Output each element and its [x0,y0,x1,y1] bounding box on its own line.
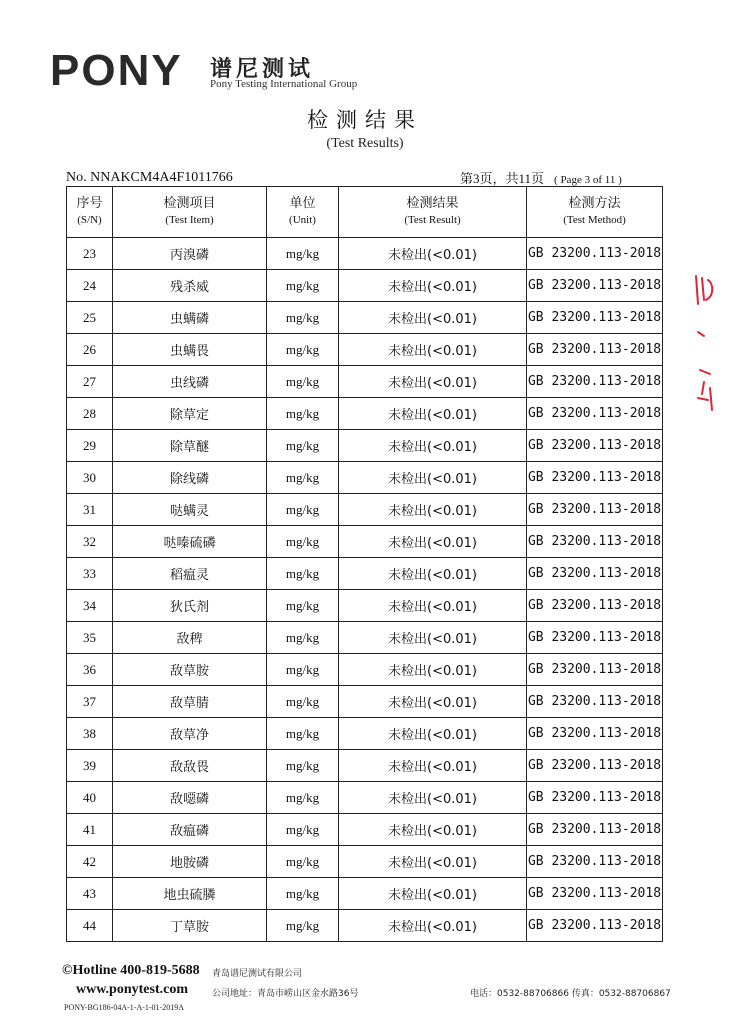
row-unit: mg/kg [267,686,339,718]
header-test-item: 检测项目 (Test Item) [113,187,267,238]
table-header-row [67,187,663,238]
row-sn: 28 [67,398,113,430]
row-sn: 26 [67,334,113,366]
table-row [67,750,663,782]
row-test-method: GB 23200.113-2018 [527,238,663,270]
row-test-result: 未检出(<0.01) [339,814,527,846]
row-unit: mg/kg [267,238,339,270]
row-test-method: GB 23200.113-2018 [527,334,663,366]
row-unit: mg/kg [267,622,339,654]
row-test-item: 哒螨灵 [113,494,267,526]
row-unit: mg/kg [267,430,339,462]
table-row [67,910,663,942]
document-subtitle: (Test Results) [326,136,404,151]
row-test-result: 未检出(<0.01) [339,334,527,366]
table-row [67,814,663,846]
row-test-result: 未检出(<0.01) [339,590,527,622]
row-test-method: GB 23200.113-2018 [527,910,663,942]
row-sn: 44 [67,910,113,942]
row-test-result: 未检出(<0.01) [339,558,527,590]
row-test-method: GB 23200.113-2018 [527,686,663,718]
results-body [67,238,663,942]
row-test-item: 除草醚 [113,430,267,462]
table-row [67,398,663,430]
row-unit: mg/kg [267,782,339,814]
row-test-item: 稻瘟灵 [113,558,267,590]
results-table [66,186,663,942]
table-row [67,686,663,718]
row-sn: 34 [67,590,113,622]
row-sn: 32 [67,526,113,558]
table-row [67,558,663,590]
footer-hotline: ©Hotline 400-819-5688 [62,963,200,978]
row-test-result: 未检出(<0.01) [339,462,527,494]
page-indicator [460,168,622,187]
row-test-item: 丁草胺 [113,910,267,942]
row-test-item: 虫螨磷 [113,302,267,334]
row-test-item: 敌噁磷 [113,782,267,814]
row-sn: 38 [67,718,113,750]
row-test-item: 除线磷 [113,462,267,494]
row-sn: 43 [67,878,113,910]
footer-contact: 电话：0532-88706866 传真：0532-88706867 [470,989,671,999]
row-test-method: GB 23200.113-2018 [527,718,663,750]
row-test-result: 未检出(<0.01) [339,910,527,942]
row-test-item: 敌敌畏 [113,750,267,782]
footer-address: 公司地址：青岛市崂山区金水路36号 [212,989,359,999]
row-test-item: 除草定 [113,398,267,430]
row-test-method: GB 23200.113-2018 [527,622,663,654]
row-test-item: 敌瘟磷 [113,814,267,846]
row-test-result: 未检出(<0.01) [339,878,527,910]
row-test-method: GB 23200.113-2018 [527,814,663,846]
row-unit: mg/kg [267,846,339,878]
table-row [67,302,663,334]
row-unit: mg/kg [267,910,339,942]
row-test-item: 狄氏剂 [113,590,267,622]
row-sn: 30 [67,462,113,494]
row-sn: 42 [67,846,113,878]
row-test-result: 未检出(<0.01) [339,686,527,718]
report-number: No. NNAKCM4A4F1011766 [66,170,233,185]
row-test-method: GB 23200.113-2018 [527,558,663,590]
row-test-method: GB 23200.113-2018 [527,398,663,430]
row-unit: mg/kg [267,590,339,622]
row-unit: mg/kg [267,302,339,334]
row-test-result: 未检出(<0.01) [339,238,527,270]
row-sn: 40 [67,782,113,814]
footer-form-code: PONY-BG186-04A-1-A-1-01-2019A [64,1003,184,1012]
row-sn: 35 [67,622,113,654]
page-indicator-en: ( Page 3 of 11 ) [554,174,622,186]
row-sn: 41 [67,814,113,846]
table-row [67,718,663,750]
table-row [67,590,663,622]
row-test-method: GB 23200.113-2018 [527,494,663,526]
row-test-method: GB 23200.113-2018 [527,526,663,558]
row-test-item: 敌稗 [113,622,267,654]
logo-chinese-name: 谱尼测试 [210,57,315,82]
table-row [67,878,663,910]
row-sn: 31 [67,494,113,526]
row-test-item: 哒嗪硫磷 [113,526,267,558]
row-test-item: 虫螨畏 [113,334,267,366]
row-test-result: 未检出(<0.01) [339,718,527,750]
row-test-result: 未检出(<0.01) [339,654,527,686]
row-unit: mg/kg [267,654,339,686]
row-test-method: GB 23200.113-2018 [527,302,663,334]
footer-company-name: 青岛谱尼测试有限公司 [212,969,303,979]
row-unit: mg/kg [267,494,339,526]
table-row [67,462,663,494]
row-test-method: GB 23200.113-2018 [527,270,663,302]
row-test-item: 残杀威 [113,270,267,302]
row-sn: 27 [67,366,113,398]
row-test-method: GB 23200.113-2018 [527,878,663,910]
logo-wordmark: PONY [50,46,183,95]
table-row [67,334,663,366]
row-unit: mg/kg [267,750,339,782]
row-sn: 37 [67,686,113,718]
row-test-result: 未检出(<0.01) [339,270,527,302]
row-unit: mg/kg [267,814,339,846]
row-sn: 23 [67,238,113,270]
row-test-method: GB 23200.113-2018 [527,430,663,462]
row-test-method: GB 23200.113-2018 [527,654,663,686]
row-unit: mg/kg [267,526,339,558]
row-test-item: 敌草腈 [113,686,267,718]
table-row [67,238,663,270]
header-unit: 单位 (Unit) [267,187,339,238]
row-test-method: GB 23200.113-2018 [527,782,663,814]
row-test-item: 地虫硫膦 [113,878,267,910]
row-test-item: 地胺磷 [113,846,267,878]
table-row [67,782,663,814]
row-test-item: 虫线磷 [113,366,267,398]
table-row [67,526,663,558]
row-sn: 24 [67,270,113,302]
table-row [67,622,663,654]
row-test-method: GB 23200.113-2018 [527,462,663,494]
row-sn: 36 [67,654,113,686]
row-test-result: 未检出(<0.01) [339,302,527,334]
row-unit: mg/kg [267,334,339,366]
row-test-item: 敌草净 [113,718,267,750]
page-indicator-cn: 第3页，共11页 [460,171,545,186]
table-row [67,366,663,398]
table-row [67,270,663,302]
row-test-method: GB 23200.113-2018 [527,366,663,398]
header-sn: 序号 (S/N) [67,187,113,238]
header-test-method: 检测方法 (Test Method) [527,187,663,238]
document-title: 检测结果 [307,108,423,132]
row-unit: mg/kg [267,366,339,398]
row-test-method: GB 23200.113-2018 [527,846,663,878]
table-row [67,494,663,526]
row-test-result: 未检出(<0.01) [339,494,527,526]
row-unit: mg/kg [267,462,339,494]
row-test-item: 丙溴磷 [113,238,267,270]
table-row [67,430,663,462]
row-sn: 29 [67,430,113,462]
row-sn: 33 [67,558,113,590]
row-sn: 25 [67,302,113,334]
row-sn: 39 [67,750,113,782]
row-test-result: 未检出(<0.01) [339,398,527,430]
footer-website[interactable]: www.ponytest.com [76,982,188,997]
row-test-result: 未检出(<0.01) [339,782,527,814]
row-test-result: 未检出(<0.01) [339,526,527,558]
stamp-fragment [690,270,720,420]
table-row [67,654,663,686]
row-unit: mg/kg [267,270,339,302]
row-unit: mg/kg [267,718,339,750]
row-unit: mg/kg [267,398,339,430]
row-test-result: 未检出(<0.01) [339,750,527,782]
row-test-item: 敌草胺 [113,654,267,686]
table-row [67,846,663,878]
row-test-method: GB 23200.113-2018 [527,750,663,782]
row-test-result: 未检出(<0.01) [339,622,527,654]
row-test-method: GB 23200.113-2018 [527,590,663,622]
row-test-result: 未检出(<0.01) [339,846,527,878]
row-test-result: 未检出(<0.01) [339,366,527,398]
header-test-result: 检测结果 (Test Result) [339,187,527,238]
row-unit: mg/kg [267,558,339,590]
row-test-result: 未检出(<0.01) [339,430,527,462]
row-unit: mg/kg [267,878,339,910]
logo-english-name: Pony Testing International Group [210,78,358,90]
